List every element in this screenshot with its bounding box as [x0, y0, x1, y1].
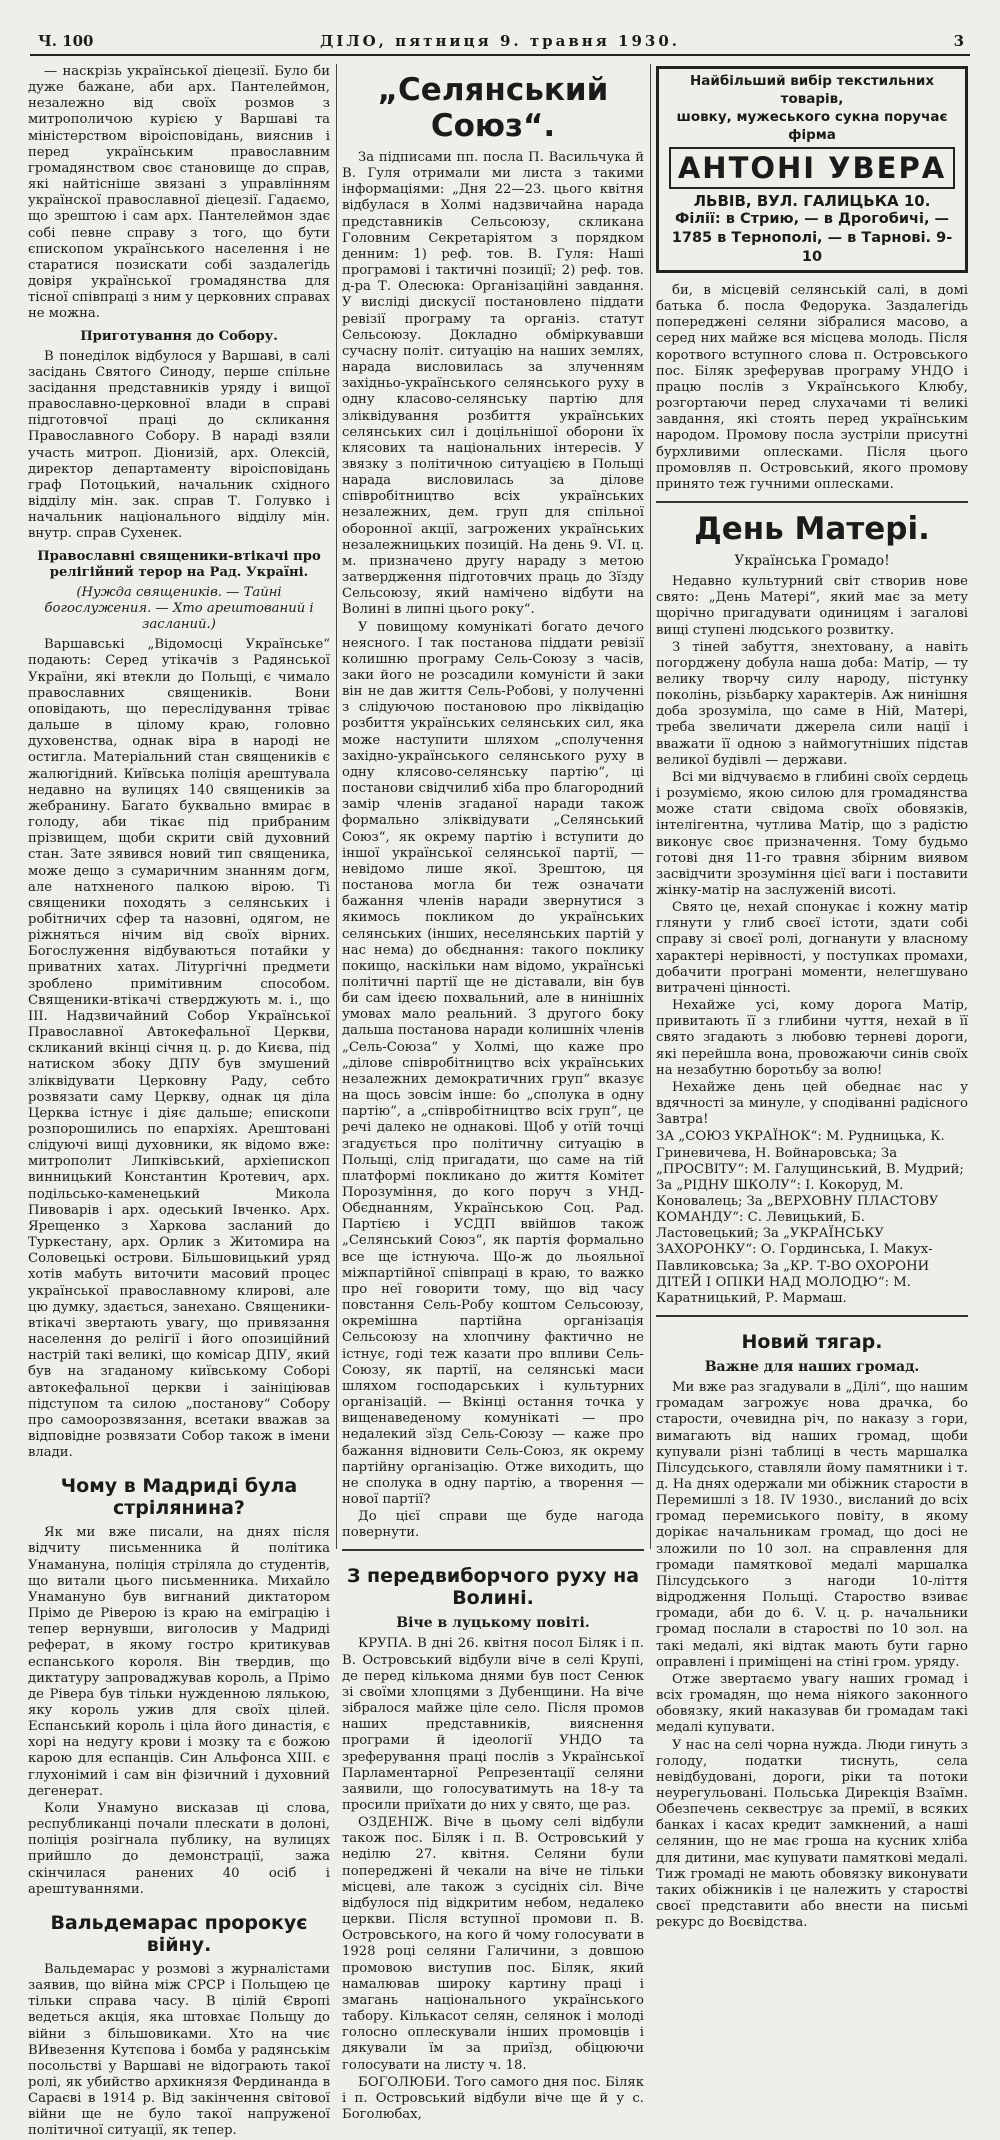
article-heading: Приготування до Собору. [80, 328, 278, 344]
section-divider [342, 1549, 644, 1551]
article-paragraph: Недавно культурний світ створив нове свято: „День Матері“, який має за мету щорічно пригадувати одиницям і загалові вищі ступені людського розвитку. [656, 574, 968, 638]
article-paragraph: БОГОЛЮБИ. Того самого дня пос. Біляк і п. Островський відбули віче ще й у с. Боголюбах, [342, 2074, 644, 2122]
article-paragraph: Всі ми відчуваємо в глибині своїх сердець і розуміємо, якою силою для громадянства може стати свідома своїх обовязків, інтелігентна, чутлива Матір, що з радістю виконує своє призначення. Тому будьмо готові дня 11-го травня збірним виявом засвідчити зрозуміння цієї ваги і поставити жінку-матір на заслуженій висоті. [656, 769, 968, 898]
ad-branches: Філії: в Стрию, — в Дрогобичі, — [674, 211, 950, 227]
article-paragraph: — наскрізь української діецезії. Було би дуже бажане, аби арх. Пантелеймон, незалежно від своїх розмов з митрополичою курією у Варшаві та міністерством віроісповідань, вияснив і перед українським православним громадянством своє становище до справ, які найтісніше звязані з управлінням українскої православної діецезії. Гадаємо, що зрештою і сам арх. Пантелеймон здає собі певне справу з того, що бути єпископом українського населення і не старатися позискати собі заздалегідь довіря української громадянства для тісної співпраці з ним у церковних справах не можна. [28, 64, 330, 322]
article-epigraph: (Нужда священиків. — Тайні богослужения. — Хто арештований і засланий.) [44, 584, 314, 633]
article-headline: Чому в Мадриді була стрілянина? [60, 1475, 298, 1520]
ad-brand: АНТОНІ УВЕРА [669, 147, 955, 189]
advertisement [656, 66, 968, 273]
article-paragraph: Як ми вже писали, на днях після відчиту письменника й політика Унамануна, поліція стріляла до студентів, що витали цього письменника. Михайло Унамануно був вигнаний диктатором Прімо де Ріверою із краю на еміграцію і тепер вернувши, виголосив у Мадриді реферат, в якому гостро критикував еспанського короля. Він твердив, що диктатуру запроваджував король, а Прімо де Рівера був тільки нужденною лялькою, яку король ужив для своїх цілей. Еспанський король і ціла його династія, є хорі на недугу крови і мозку та є божою карою для еспанців. Син Альфонса ХІІІ. є глухонімий і сам він фізичний і духовний дегенерат. [28, 1525, 330, 1799]
column-2 [342, 64, 644, 2122]
article-paragraph: У повищому комунікаті богато дечого неясного. І так постанова піддати ревізії колишню програму Сель-Союзу з часів, заки його не розсадили комуністи й заки він не дав життя Сель-Робові, у полученні з слідуючою постановою про ліквідацію розбиття українських селянських сил, яка може наступити шляхом „сполучення західно-українського селянського руху в одну клясово-селянську партію“, ці постанови свідчилиб хіба про благородний замір членів згаданої наради також формально зліквідувати „Селянський Союз“, як окрему партію і вступити до іншої української селянської партії, — невідомо лише якої. Зрештою, ця постанова могла би теж означати бажання членів наради звернутися з якимось покликом до українських селянських (інших, неселянських партій у нас нема) до обєднання: такого поклику покищо, наскільки нам відомо, українські політичні партії ще не діставали, він був би сам ідеєю похвальний, але в нинішніх умовах мало реальний. З другого боку дальша постанова наради колишніх членів „Сель-Союза“ у Холмі, що каже про „ділове співробітництво всіх українських незалежних демократичних груп“ вказує на щось зовсім інше: бо „сполука в одну партію“, а „співробітництво всіх груп“, це речі далеко не однакові. Щоб у отїй точці згадується про політичну ситуацію в Польщі, слід пригадати, що саме на тій платформі покликано до життя Комітет Порозуміння, до кого поруч з УНД-Обєднанням, Українською Соц. Рад. Партією і УСДП ввійшов також „Селянський Союз“, як партія формально все ще істнуюча. Що-ж до льояльної міжпартійної співпраці в краю, то важко про неї говорити тому, що від часу повстання Сель-Робу коштом Сельсоюзу, окремішна партійна організація Сельсоюзу на хлопчину фактично не істнує, годі теж казати про впливи Сель-Союзу, як партії, на селянські маси шляхом господарських і культурних організацій. — Вкінці остання точка у вищенаведеному комунікаті — про недалекий зїзд Сель-Союзу — каже про бажання відновити Сель-Союз, як окрему партійну організацію. Отже виходить, що не сполука в одну партію, а творення — нової партії? [342, 619, 644, 1507]
article-paragraph: Свято це, нехай спонукає і кожну матір глянути у глиб своєї істоти, здати собі справу зі своєї ролі, догнанути у власному характері нерівності, у поступках промахи, добачити програні моменти, нелегшувано витрачені цінності. [656, 900, 968, 996]
article-paragraph: З тіней забуття, знехтовану, а навіть погорджену добула наша доба: Матір, — ту велику творчу силу народу, пістунку поколінь, різьбарку характерів. Аж нинішня доба зрозуміла, що саме в Ній, Матері, треба звеличати джерела сили нації і вважати її одною з наймогутніших підстав великої будівлі — держави. [656, 639, 968, 768]
page-number: 3 [953, 32, 964, 50]
article-paragraph: В понеділок відбулося у Варшаві, в салі засідань Святого Синоду, перше спільне засідання представників уряду і вищої православно-церковної влади в справі підготовчої праці до скликання Православного Собору. В нараді взяли участь митроп. Діонизій, арх. Олексій, директор департаменту віроісповідань граф Потоцький, начальник східного відділу мін. зак. справ Т. Голувко і начальник національного відділу мін. внутр. справ Сухенек. [28, 348, 330, 542]
article-paragraph: ОЗДЕНІЖ. Віче в цьому селі відбули також пос. Біляк і п. В. Островський у неділю 27. квітня. Селяни були попереджені й чекали на віче не тільки місцеві, але також з сусідніх сіл. Віче відбулося під відкритим небом, недалеко церкви. Після вступної промови п. В. Островського, на кого й чому голосувати в 1928 році селяни Галичини, з довшою промовою виступив пос. Біляк, який намалював широку картину праці і змагань національного українського табору. Кількасот селян, селянок і молоді голосно оплескували інших промовців і дякували їм за приїзд, обіцюючи голосувати на листу ч. 18. [342, 1815, 644, 2073]
article-headline: „Селянський Союз“. [377, 72, 609, 144]
article-paragraph: У нас на селі чорна нужда. Люди гинуть з голоду, податки тиснуть, села невідбудовані, дороги, ріки та потоки неурегульовані. Польська Дирекція Взаїмн. Обезпечень секвеструє за премії, в всяких банках і касах кредит замкнений, а наші селянин, що не має гроша на кусник хліба для дитини, має купувати памяткові медалі. Тиж громаді не мають обовязку виконувати таких обіжників і це належить у старостві своєї представити або внести на письмі рекурс до Воєвідства. [656, 1737, 968, 1931]
article-heading: Православні священики-втікачі про релігійний терор на Рад. Україні. [37, 548, 321, 580]
section-divider [656, 1315, 968, 1317]
page-marker: Ч. 100 [38, 32, 94, 50]
ad-line: Найбільший вибір текстильних товарів, [689, 73, 935, 107]
column-rule [650, 64, 651, 1549]
ad-address: ЛЬВІВ, ВУЛ. ГАЛИЦЬКА 10. [693, 192, 931, 210]
ad-branches: 1785 в Тернополі, — в Тарнові. 9-10 [671, 230, 953, 265]
article-paragraph: За підписами пп. посла П. Васильчука й В. Гуля отримали ми листа з такими інформаціями: „Дня 22—23. цього квітня відбулася в Холмі надзвичайна нарада представників Сельсоюзу, скликана Головним Секретаріятом з порядком денним: 1) реф. тов. В. Гуля: Наші програмові і тактичні позиції; 2) реф. тов. д-ра Т. Олесюка: Організаційні завдання. У висліді дискусії постановлено піддати ревізії програму та організ. статут Сельсоюзу. Докладно обміркувавши сучасну політ. ситуацію на наших землях, нарада висловилась за злученням західньо-українського селянського руху в одну класово-селянську партію для зліквідування розбиття українських селянських сил і доцільнішої оборони їх клясових та національних інтересів. У звязку з політичною ситуацією в Польщі нарада висловилась за ділове співробітництво всіх українських незалежних, дем. груп для спільної оборонної акції, загрожених українських незалежницьких позицій. На день 9. VІ. ц. м. призначено другу нараду з метою затвердження підготовчих праць до Зїзду Сельсоюзу, який намічено відбути на Волині в липні цього року“. [342, 150, 644, 618]
article-greeting: Українська Громадо! [734, 553, 890, 570]
article-headline: День Матері. [694, 511, 930, 548]
article-subheading: Віче в луцькому повіті. [396, 1615, 590, 1632]
ad-line: шовку, мужеського сукна поручає фірма [676, 109, 948, 143]
newspaper-title: ДІЛО, пятниця 9. травня 1930. [319, 32, 681, 50]
article-paragraph: Коли Унамуно висказав ці слова, республиканці почали плескати в долоні, поліція розігнала публику, на вулицях прийшло до демонстрації, зажа скінчилася ранених 40 осіб і арештуваннями. [28, 1800, 330, 1897]
article-headline: З передвиборчого руху на Волині. [346, 1565, 640, 1610]
article-paragraph: Варшавські „Відомосці Українське“ подають: Серед утікачів з Радянської України, які втекли до Польщі, є чимало православних священиків. Вони оповідають, що переслідування тріває дальше в цілому краю, головно духовенства, однак віра в народі не остигла. Матеріальний стан священиків є жалюгідний. Київська поліція арештувала недавно на вулицях 140 священиків за жебранину. Багато буквально вмирає в голоду, аби тікає під прибраним прізвищем, щоби скрити свій духовний стан. Зате зявився новий тип священика, може дещо з сумаричним знанням догм, але натхненого палкою вірою. Ті священики походять з селянських і робітничих сфер та назовні, одягом, не ріжняться нічим від своїх вірних. Богослуження відбуваються потайки у приватних хатах. Літургічні предмети зроблено примітивним способом. Священики-втікачі стверджують м. і., що ІІІ. Надзвичайний Собор Української Православної Автокефальної Церкви, скликаний вкінці січня ц. р. до Києва, під натиском збоку ДПУ був змушений зліквідувати Церковну Раду, себто розвязати саму Церкву, однак ця діла Церква істнує і діяє дальше; епископи розпорошились по епархіях. Арештовані слідуючі вищі духовники, як відомо вже: митрополит Липківський, архіепископ винницький Константин Кротевич, арх. подільсько-каменецький Микола Пивоварів і арх. одеський Івченко. Арх. Ярещенко з Харкова засланий до Туркестану, арх. Орлик з Житомира на Соловецькі острови. Більшовицький уряд хотів мабуть виточити масовий процес української православному клирові, але цю думку, здається, занехано. Священики-втікачі звертають увагу, що привязання населення до релігії і його опозиційний настрій такі великі, що комісар ДПУ, який був на згаданому київському Соборі автокефальної церкви і заініціював підступом та силою „постанову“ Собору про самоорозвязання, всетаки вважав за відповідне розвязати Собор також в імени влади. [28, 637, 330, 1461]
article-paragraph: КРУПА. В дні 26. квітня посол Біляк і п. В. Островський відбули віче в селі Крупі, де перед кількома днями був пост Сенюк зі своїми хлопцями з Дубенщини. На віче зібралося майже ціле село. Після промов наших представників, вияснення програми й ідеології УНДО та зреферування праці послів з Української Парламентарної Репрезентації селяни заявили, що голосуватимуть на 18-у та просили приїхати до них у свято, ще раз. [342, 1636, 644, 1813]
column-3 [656, 64, 968, 1931]
article-paragraph: До цієї справи ще буде нагода повернути. [342, 1509, 644, 1541]
article-paragraph: би, в місцевій селянській салі, в домі батька б. посла Федорука. Заздалегідь попереджені селяни зібралися масово, а серед них майже вся місцева молодь. Після коротвого вступного слова п. Островського пос. Біляк зреферував програму УНДО і працю послів з Українського Клюбу, розгортаючи перед слухачами ті великі завдання, які стоять перед українським народом. Промову посла зустріли присутні бурхливими оплесками. Після цього промовляв п. Островський, якого промову принято теж гучними оплесками. [656, 283, 968, 492]
article-headline: Новий тягар. [741, 1331, 883, 1354]
article-paragraph: Вальдемарас у розмові з журналістами заявив, що війна між СРСР і Польщею це тільки справа часу. В цілій Європі ведеться акція, яка штовхає Польщу до війни з більшовиками. Хто на чиє ВИвезення Кутєпова і бомба у радянськім посольстві у Варшаві не відограють такої ролі, як убийство архикнязя Фердинанда в Сараєві в 1914 р. Від закінчення світової війни ще не було такої напруженої політичної ситуації, як тепер. [28, 1961, 330, 2139]
masthead [30, 28, 970, 56]
article-headline: Вальдемарас пророкує війну. [50, 1911, 308, 1956]
article-subheading: Важне для наших громад. [704, 1359, 920, 1376]
article-paragraph: Нехайже день цей обеднає нас у вдячності за минуле, у сподіванні радісного Завтра! [656, 1079, 968, 1128]
section-divider [656, 501, 968, 503]
article-paragraph: Отже звертаємо увагу наших громад і всіх громадян, що нема ніякого законного обовязку, який наказував би громадам такі медалі купувати. [656, 1671, 968, 1736]
column-1 [28, 64, 330, 2139]
column-rule [336, 64, 337, 1549]
article-paragraph: Нехайже усі, кому дорога Матір, привитають її з глибини чуття, нехай в її свято згадають з любовю терневі дороги, які перейшла вона, провожаючи синів своїх на незабутню боротьбу за волю! [656, 998, 968, 1078]
signatures: ЗА „СОЮЗ УКРАЇНОК“: М. Рудницька, К. Гриневичева, Н. Войнаровська; За „ПРОСВІТУ“: М. Галущинський, В. Мудрий; За „РІДНУ ШКОЛУ“: І. Кокоруд, М. Коновалець; За „ВЕРХОВНУ ПЛАСТОВУ КОМАНДУ“: С. Левицький, Б. Ластовецький; За „УКРАЇНСЬКУ ЗАХОРОНКУ“: О. Гординська, І. Макух-Павликовська; За „КР. Т-ВО ОХОРОНИ ДІТЕЙ І ОПІКИ НАД МОЛОДЮ“: М. Каратницький, Р. Мармаш. [656, 1129, 964, 1306]
article-paragraph: Ми вже раз згадували в „Ділі“, що нашим громадам загрожує нова драчка, бо старости, очевидна річ, по наказу з гори, вимагають від наших громад, щоби купували різні таблиці в честь маршалка Пілсудського, ставляли йому памятники і т. д. На днях одержали ми обіжник старости в Перемишлі з 18. IV 1930., висланий до всіх громад перемиського повіту, в якому дорікає начальникам громад, що досі не зложили по 10 зол. на справлення для громади памяткової медалі маршалка Пілсудського з нагоди 10-ліття відродження Польщі. Староство взиває громади, аби до 6. V. ц. р. начальники громад послали в старостві по 10 зол. на такі медалі, які відтак мають бути гарно оправлені і приміщені на стіні гром. уряду. [656, 1380, 968, 1670]
